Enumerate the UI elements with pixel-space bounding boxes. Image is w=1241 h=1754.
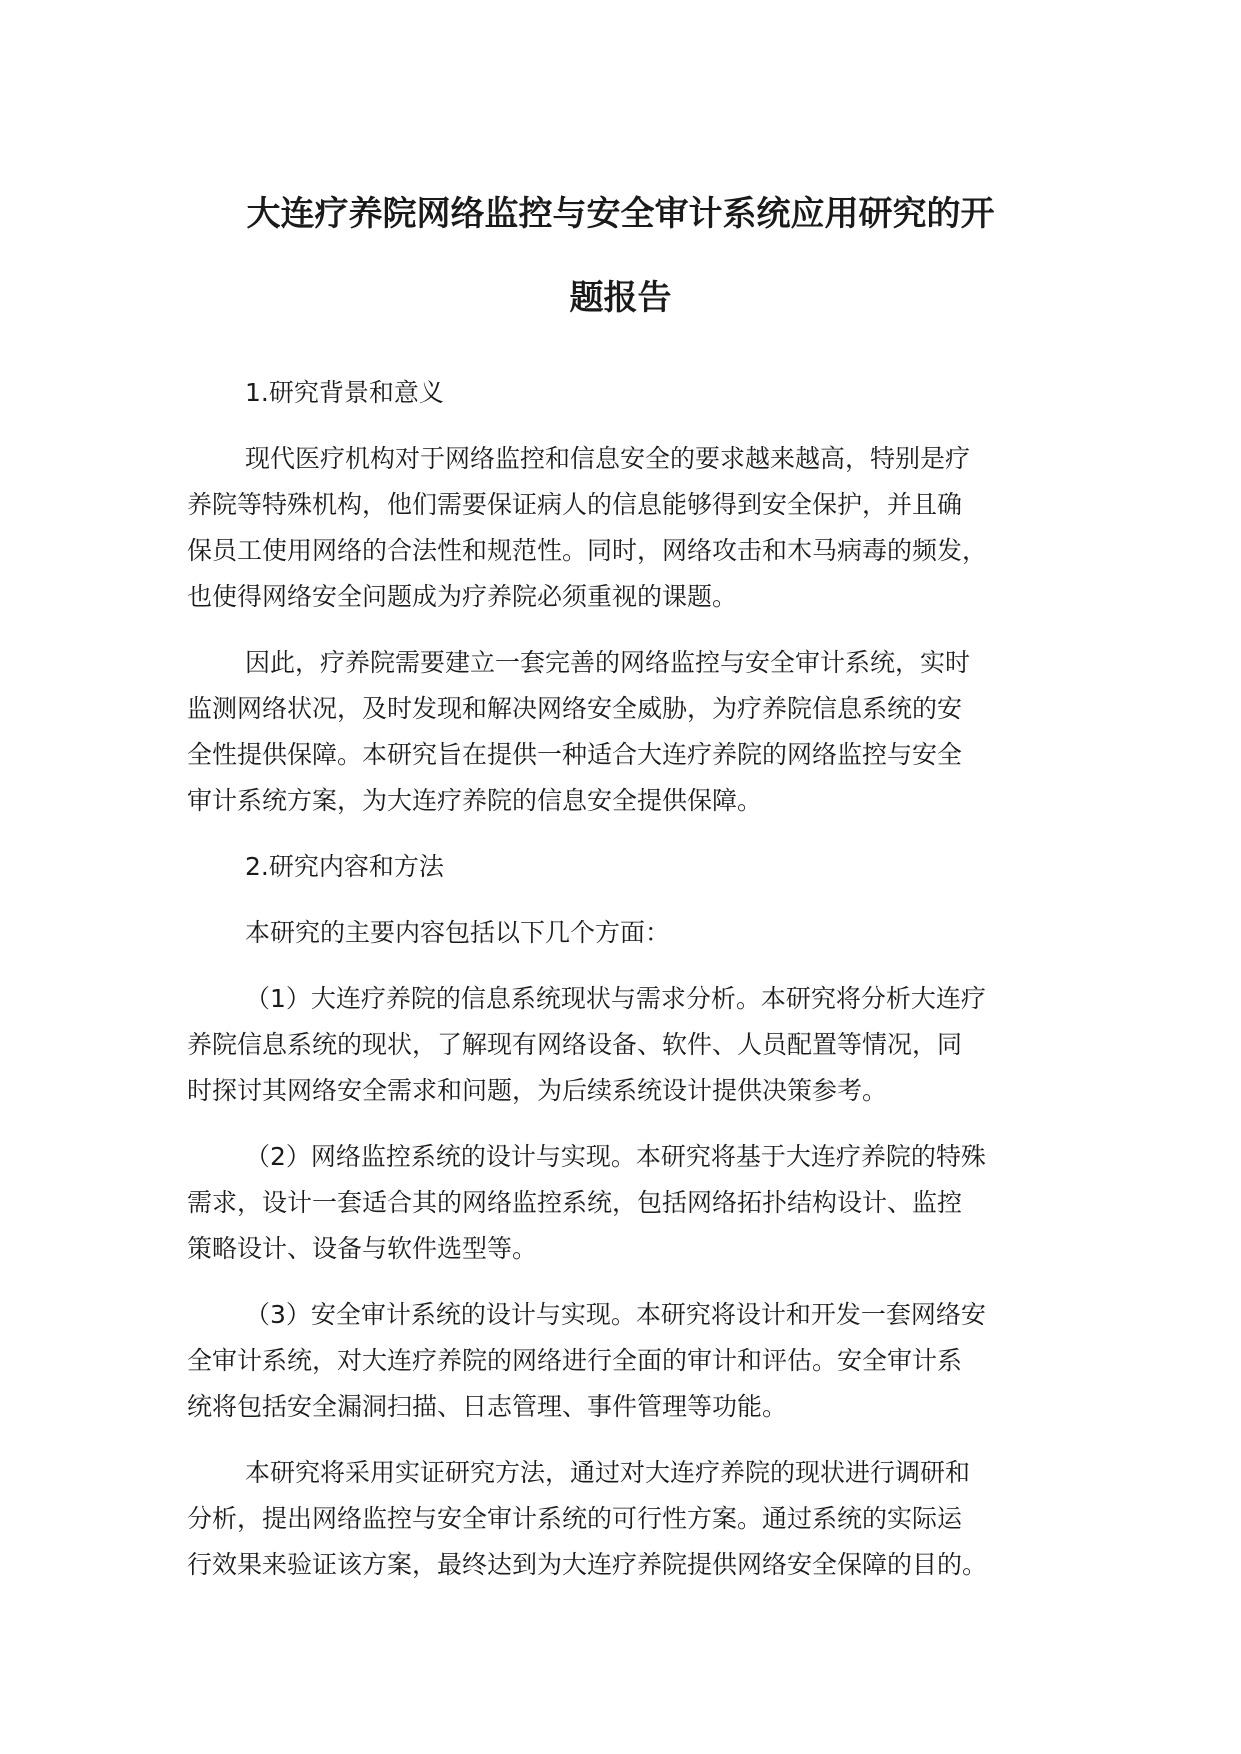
paragraph-line: （2）网络监控系统的设计与实现。本研究将基于大连疗养院的特殊: [245, 1142, 986, 1171]
paragraph-line: 因此，疗养院需要建立一套完善的网络监控与安全审计系统，实时: [245, 648, 971, 677]
paragraph-line: 需求，设计一套适合其的网络监控系统，包括网络拓扑结构设计、监控: [187, 1188, 963, 1217]
document-title: [150, 172, 1091, 340]
paragraph-line: 也使得网络安全问题成为疗养院必须重视的课题。: [187, 582, 738, 611]
paragraph-line: 策略设计、设备与软件选型等。: [187, 1234, 538, 1263]
paragraph-line: 养院等特殊机构，他们需要保证病人的信息能够得到安全保护，并且确: [187, 490, 963, 519]
paragraph-line: 保员工使用网络的合法性和规范性。同时，网络攻击和木马病毒的频发，: [187, 536, 988, 565]
paragraph-line: 统将包括安全漏洞扫描、日志管理、事件管理等功能。: [187, 1392, 788, 1421]
section-heading: 1.研究背景和意义: [245, 378, 444, 407]
paragraph-line: 全审计系统，对大连疗养院的网络进行全面的审计和评估。安全审计系: [187, 1346, 963, 1375]
paragraph-line: 分析，提出网络监控与安全审计系统的可行性方案。通过系统的实际运: [187, 1504, 963, 1533]
paragraph-line: （1）大连疗养院的信息系统现状与需求分析。本研究将分析大连疗: [245, 984, 986, 1013]
paragraph: [187, 436, 1087, 620]
document-body: [187, 370, 1087, 1608]
paragraph-line: 全性提供保障。本研究旨在提供一种适合大连疗养院的网络监控与安全: [187, 740, 963, 769]
paragraph-line: 本研究的主要内容包括以下几个方面：: [245, 918, 671, 947]
paragraph: [187, 1292, 1087, 1430]
paragraph: [187, 1134, 1087, 1272]
paragraph-line: 本研究将采用实证研究方法，通过对大连疗养院的现状进行调研和: [245, 1458, 971, 1487]
paragraph: [187, 910, 1087, 956]
paragraph-line: 养院信息系统的现状，了解现有网络设备、软件、人员配置等情况，同: [187, 1030, 963, 1059]
paragraph-line: 审计系统方案，为大连疗养院的信息安全提供保障。: [187, 786, 763, 815]
paragraph-line: （3）安全审计系统的设计与实现。本研究将设计和开发一套网络安: [245, 1300, 986, 1329]
title-line-1: 大连疗养院网络监控与安全审计系统应用研究的开: [246, 194, 995, 234]
paragraph: [187, 640, 1087, 824]
section-heading: 2.研究内容和方法: [245, 852, 444, 881]
paragraph-line: 监测网络状况，及时发现和解决网络安全威胁，为疗养院信息系统的安: [187, 694, 963, 723]
paragraph: [187, 1450, 1087, 1588]
paragraph-line: 行效果来验证该方案，最终达到为大连疗养院提供网络安全保障的目的。: [187, 1550, 988, 1579]
paragraph-line: 时探讨其网络安全需求和问题，为后续系统设计提供决策参考。: [187, 1076, 888, 1105]
title-line-2: 题报告: [569, 278, 672, 318]
paragraph-line: 现代医疗机构对于网络监控和信息安全的要求越来越高，特别是疗: [245, 444, 971, 473]
paragraph: [187, 976, 1087, 1114]
